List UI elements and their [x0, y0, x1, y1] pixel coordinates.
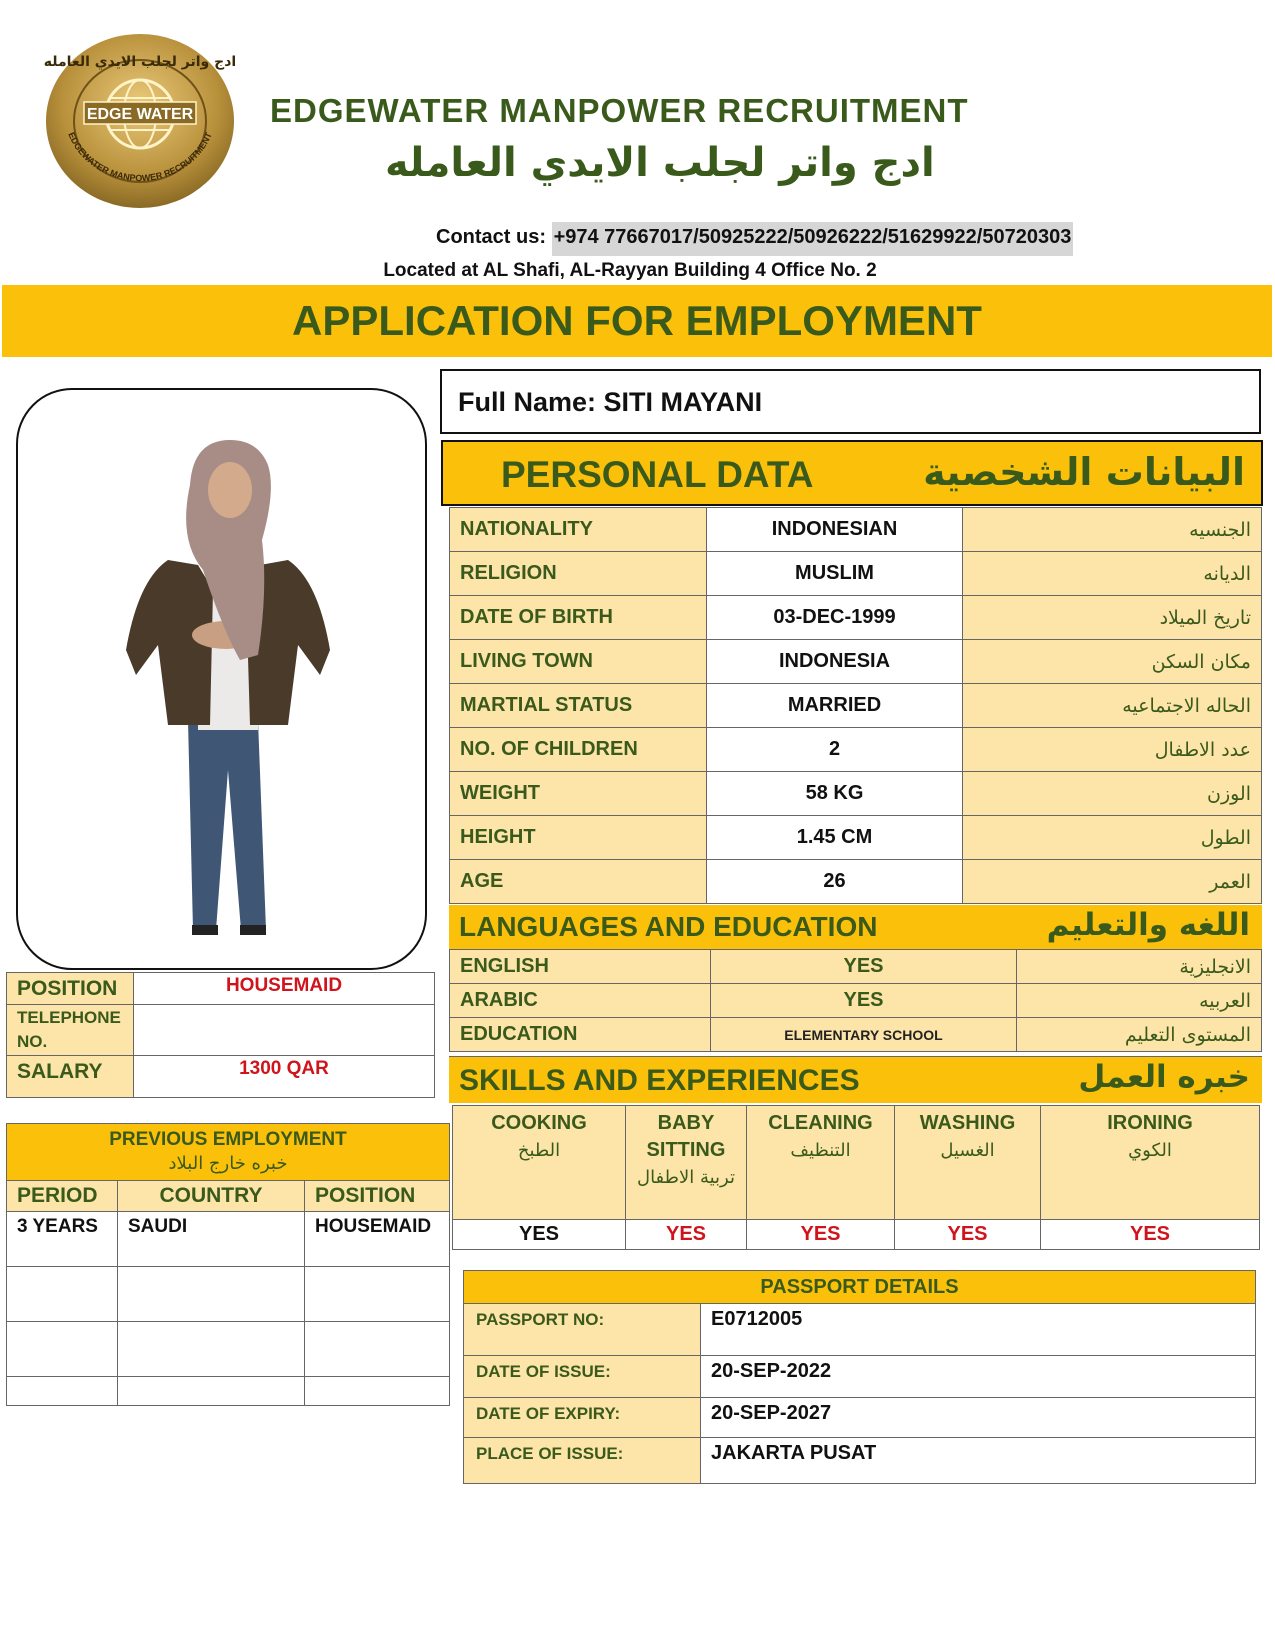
company-name-arabic: ادج واتر لجلب الايدي العامله — [385, 140, 935, 186]
full-name-field: Full Name: SITI MAYANI — [440, 369, 1261, 434]
row-value: 26 — [707, 860, 963, 904]
row-label: WEIGHT — [450, 772, 707, 816]
passport-title: PASSPORT DETAILS — [464, 1271, 1256, 1304]
table-row — [7, 1212, 450, 1267]
position-cell — [305, 1267, 450, 1322]
skill-baby-sitting — [626, 1106, 747, 1220]
table-row — [7, 1322, 450, 1377]
row-label: NO. OF CHILDREN — [450, 728, 707, 772]
personal-data-table — [449, 507, 1262, 904]
skill-name-ar: الطبخ — [517, 1140, 561, 1161]
date-of-expiry-label: DATE OF EXPIRY: — [464, 1398, 701, 1438]
period-cell: 3 YEARS — [7, 1212, 118, 1267]
form-title: APPLICATION FOR EMPLOYMENT — [2, 285, 1272, 357]
row-value: INDONESIA — [707, 640, 963, 684]
row-label: ARABIC — [450, 984, 711, 1018]
table-row — [450, 950, 1262, 984]
passport-details-table — [463, 1270, 1256, 1484]
languages-table — [449, 949, 1262, 1052]
row-label-ar: الوزن — [963, 772, 1262, 816]
column-header-position: POSITION — [305, 1181, 450, 1212]
row-label-ar: الجنسيه — [963, 508, 1262, 552]
skill-value: YES — [626, 1220, 747, 1250]
skill-washing — [895, 1106, 1041, 1220]
period-cell — [7, 1267, 118, 1322]
personal-data-title-ar: البيانات الشخصية — [923, 450, 1245, 494]
row-label-ar: عدد الاطفال — [963, 728, 1262, 772]
skill-ironing — [1041, 1106, 1260, 1220]
applicant-figure-icon — [18, 390, 425, 968]
row-value: MUSLIM — [707, 552, 963, 596]
skill-cleaning — [747, 1106, 895, 1220]
table-row — [450, 640, 1262, 684]
row-label-ar: الحاله الاجتماعيه — [963, 684, 1262, 728]
skill-name-en: BABY SITTING — [646, 1112, 726, 1161]
skill-name-en: WASHING — [919, 1112, 1016, 1134]
applicant-photo — [16, 388, 427, 970]
company-logo — [44, 32, 236, 210]
row-value: ELEMENTARY SCHOOL — [711, 1018, 1017, 1052]
skill-name-ar: الغسيل — [940, 1140, 995, 1161]
row-value: YES — [711, 984, 1017, 1018]
logo-arabic-text: ادج واتر لجلب الايدي العامله — [44, 54, 236, 70]
table-row — [450, 552, 1262, 596]
row-value: 2 — [707, 728, 963, 772]
previous-employment-title-row — [7, 1124, 450, 1181]
skill-cooking — [453, 1106, 626, 1220]
column-header-country: COUNTRY — [118, 1181, 305, 1212]
row-label: MARTIAL STATUS — [450, 684, 707, 728]
skill-name-en: COOKING — [491, 1112, 587, 1134]
previous-employment-title-ar: خبره خارج البلاد — [168, 1153, 288, 1174]
contact-label: Contact us: — [436, 226, 546, 248]
table-row — [7, 1377, 450, 1406]
passport-title-row — [464, 1271, 1256, 1304]
position-cell — [305, 1377, 450, 1406]
table-row — [450, 728, 1262, 772]
table-row — [450, 1018, 1262, 1052]
row-label: HEIGHT — [450, 816, 707, 860]
skills-header — [449, 1056, 1262, 1103]
telephone-label: TELEPHONE NO. — [7, 1005, 134, 1056]
skills-title-ar: خبره العمل — [1078, 1059, 1250, 1095]
row-label: DATE OF BIRTH — [450, 596, 707, 640]
skill-name-en: CLEANING — [768, 1112, 873, 1134]
table-row — [450, 772, 1262, 816]
period-cell — [7, 1322, 118, 1377]
languages-title-en: LANGUAGES AND EDUCATION — [459, 911, 878, 942]
position-value: HOUSEMAID — [134, 973, 435, 1005]
skill-value: YES — [453, 1220, 626, 1250]
personal-data-header — [441, 440, 1263, 506]
table-row — [7, 973, 435, 1005]
table-row — [450, 596, 1262, 640]
row-value: YES — [711, 950, 1017, 984]
contact-numbers: +974 77667017/50925222/50926222/51629922/50720303 — [552, 222, 1074, 256]
salary-label: SALARY — [7, 1056, 134, 1098]
row-label-ar: الديانه — [963, 552, 1262, 596]
country-cell — [118, 1267, 305, 1322]
date-of-expiry-value: 20-SEP-2027 — [701, 1398, 1256, 1438]
row-label-ar: المستوى التعليم — [1017, 1018, 1262, 1052]
table-row — [450, 816, 1262, 860]
table-row — [450, 984, 1262, 1018]
table-row — [7, 1005, 435, 1056]
previous-employment-title — [7, 1124, 450, 1181]
skills-title-en: SKILLS AND EXPERIENCES — [459, 1064, 860, 1097]
skill-value: YES — [747, 1220, 895, 1250]
row-label: LIVING TOWN — [450, 640, 707, 684]
row-label: EDUCATION — [450, 1018, 711, 1052]
period-cell — [7, 1377, 118, 1406]
row-label-ar: الطول — [963, 816, 1262, 860]
place-of-issue-label: PLACE OF ISSUE: — [464, 1438, 701, 1484]
personal-data-title-en: PERSONAL DATA — [501, 454, 814, 495]
passport-number-label: PASSPORT NO: — [464, 1304, 701, 1356]
column-header-period: PERIOD — [7, 1181, 118, 1212]
table-row — [464, 1304, 1256, 1356]
row-label: RELIGION — [450, 552, 707, 596]
position-label: POSITION — [7, 973, 134, 1005]
languages-title-ar: اللغه والتعليم — [1046, 907, 1250, 943]
country-cell — [118, 1322, 305, 1377]
contact-line — [436, 226, 1073, 249]
place-of-issue-value: JAKARTA PUSAT — [701, 1438, 1256, 1484]
row-value: 03-DEC-1999 — [707, 596, 963, 640]
row-label: AGE — [450, 860, 707, 904]
row-label-ar: العمر — [963, 860, 1262, 904]
country-cell: SAUDI — [118, 1212, 305, 1267]
table-row — [7, 1056, 435, 1098]
previous-employment-table — [6, 1123, 450, 1406]
skill-name-ar: التنظيف — [790, 1140, 851, 1161]
row-label-ar: الانجليزية — [1017, 950, 1262, 984]
row-label-ar: العربيه — [1017, 984, 1262, 1018]
row-label: ENGLISH — [450, 950, 711, 984]
table-row — [464, 1438, 1256, 1484]
table-row — [450, 860, 1262, 904]
row-label: NATIONALITY — [450, 508, 707, 552]
table-row — [450, 508, 1262, 552]
table-row — [464, 1398, 1256, 1438]
job-info-table — [6, 972, 435, 1098]
row-label-ar: تاريخ الميلاد — [963, 596, 1262, 640]
table-row — [7, 1267, 450, 1322]
skill-name-ar: الكوي — [1128, 1140, 1172, 1161]
skills-table — [452, 1105, 1260, 1250]
row-value: 58 KG — [707, 772, 963, 816]
salary-value: 1300 QAR — [134, 1056, 435, 1098]
logo-ring-text: EDGEWATER MANPOWER RECRUITMENT — [66, 130, 214, 184]
skill-value: YES — [895, 1220, 1041, 1250]
country-cell — [118, 1377, 305, 1406]
skill-name-en: IRONING — [1107, 1112, 1193, 1134]
skill-name-ar: تربية الاطفال — [636, 1167, 735, 1188]
row-value: 1.45 CM — [707, 816, 963, 860]
date-of-issue-value: 20-SEP-2022 — [701, 1356, 1256, 1398]
company-name-english: EDGEWATER MANPOWER RECRUITMENT — [270, 92, 969, 129]
position-cell — [305, 1322, 450, 1377]
office-address: Located at AL Shafi, AL-Rayyan Building 4 Office No. 2 — [383, 260, 877, 281]
row-value: MARRIED — [707, 684, 963, 728]
skill-value: YES — [1041, 1220, 1260, 1250]
row-label-ar: مكان السكن — [963, 640, 1262, 684]
telephone-value — [134, 1005, 435, 1056]
table-row — [450, 684, 1262, 728]
previous-employment-title-en: PREVIOUS EMPLOYMENT — [109, 1129, 347, 1150]
date-of-issue-label: DATE OF ISSUE: — [464, 1356, 701, 1398]
skills-header-row — [453, 1106, 1260, 1220]
row-value: INDONESIAN — [707, 508, 963, 552]
languages-header — [449, 905, 1262, 949]
logo-brand-text: EDGE WATER — [86, 106, 194, 123]
passport-number-value: E0712005 — [701, 1304, 1256, 1356]
position-cell: HOUSEMAID — [305, 1212, 450, 1267]
table-row — [464, 1356, 1256, 1398]
skills-value-row — [453, 1220, 1260, 1250]
table-header-row — [7, 1181, 450, 1212]
